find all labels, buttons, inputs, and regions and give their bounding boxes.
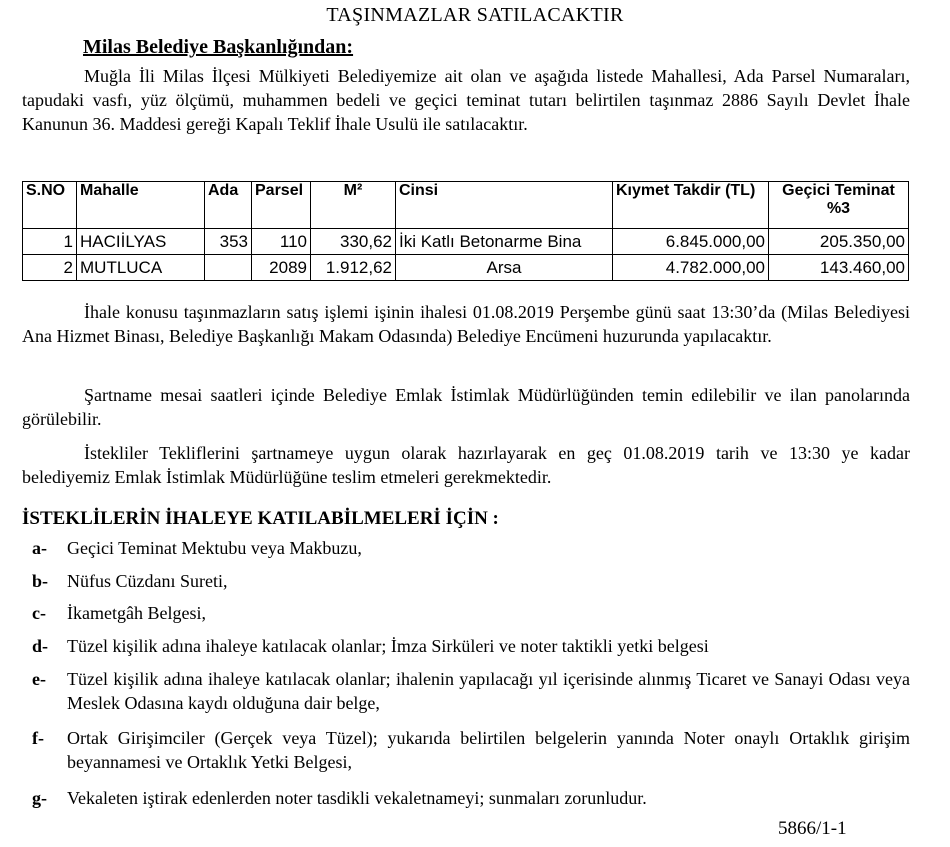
cell-parsel: 110 — [252, 229, 311, 255]
requirement-letter: e- — [32, 669, 46, 689]
col-header-teminat: Geçici Teminat %3 — [769, 182, 909, 229]
requirement-text: Vekaleten iştirak edenlerden noter tasdikli vekaletnameyi; sunmaları zorunludur. — [67, 788, 647, 808]
cell-ada — [205, 255, 252, 281]
requirement-text: Tüzel kişilik adına ihaleye katılacak olanlar; İmza Sirküleri ve noter taktikli yetki belgesi — [67, 636, 709, 656]
requirement-item — [22, 601, 910, 625]
specification-paragraph: Şartname mesai saatleri içinde Belediye Emlak İstimlak Müdürlüğünden temin edilebilir ve ilan panolarında görülebilir. — [22, 385, 910, 429]
requirement-item — [22, 786, 910, 810]
requirement-letter: a- — [32, 538, 47, 558]
requirement-item — [22, 569, 910, 593]
cell-mahalle: MUTLUCA — [77, 255, 205, 281]
col-header-sno: S.NO — [23, 182, 77, 229]
col-header-m2: M² — [311, 182, 396, 229]
requirement-letter: b- — [32, 571, 49, 591]
issuer-heading: Milas Belediye Başkanlığından: — [83, 36, 354, 58]
page-title: TAŞINMAZLAR SATILACAKTIR — [326, 4, 624, 26]
col-header-ada: Ada — [205, 182, 252, 229]
requirement-text: Geçici Teminat Mektubu veya Makbuzu, — [67, 538, 362, 558]
table-header-row — [23, 182, 909, 229]
cell-m2: 330,62 — [311, 229, 396, 255]
cell-ada: 353 — [205, 229, 252, 255]
cell-teminat: 143.460,00 — [769, 255, 909, 281]
requirement-text: İkametgâh Belgesi, — [67, 603, 206, 623]
requirement-letter: c- — [32, 603, 46, 623]
requirement-item — [22, 634, 910, 658]
deadline-paragraph: İstekliler Tekliflerini şartnameye uygun olarak hazırlayarak en geç 01.08.2019 tarih ve 13:30 ye kadar belediyemiz Emlak İstimlak Müdürlüğüne teslim etmeleri gerekmektedir. — [22, 443, 910, 487]
cell-cinsi: Arsa — [396, 255, 613, 281]
cell-cinsi: İki Katlı Betonarme Bina — [396, 229, 613, 255]
requirement-letter: f- — [32, 728, 44, 748]
auction-paragraph: İhale konusu taşınmazların satış işlemi işinin ihalesi 01.08.2019 Perşembe günü saat 13:30’da (Milas Belediyesi Ana Hizmet Binası, Belediye Başkanlığı Makam Odasında) Belediye Encümeni huzurunda yapılacaktır. — [22, 302, 910, 346]
col-header-parsel: Parsel — [252, 182, 311, 229]
cell-parsel: 2089 — [252, 255, 311, 281]
cell-mahalle: HACIİLYAS — [77, 229, 205, 255]
table-row — [23, 229, 909, 255]
requirement-letter: d- — [32, 636, 49, 656]
requirement-item — [22, 667, 910, 715]
col-header-mahalle: Mahalle — [77, 182, 205, 229]
intro-paragraph: Muğla İli Milas İlçesi Mülkiyeti Belediyemize ait olan ve aşağıda listede Mahallesi, Ada Parsel Numaraları, tapudaki vasfı, yüz ölçümü, muhammen bedeli ve geçici teminat tutarı belirtilen taşınmaz 2886 Sayılı Devlet İhale Kanunun 36. Maddesi gereği Kapalı Teklif İhale Usulü ile satılacaktır. — [22, 66, 910, 134]
property-table — [22, 181, 909, 281]
document-code: 5866/1-1 — [778, 818, 847, 839]
requirement-text: Tüzel kişilik adına ihaleye katılacak olanlar; ihalenin yapılacağı yıl içerisinde alınmış Ticaret ve Sanayi Odası veya Meslek Odasına kaydı olduğuna dair belge, — [67, 669, 910, 713]
requirement-letter: g- — [32, 788, 47, 808]
col-header-cinsi: Cinsi — [396, 182, 613, 229]
requirement-text: Nüfus Cüzdanı Sureti, — [67, 571, 228, 591]
cell-sno: 2 — [23, 255, 77, 281]
requirement-item — [22, 536, 910, 560]
requirement-text: Ortak Girişimciler (Gerçek veya Tüzel); yukarıda belirtilen belgelerin yanında Noter onaylı Ortaklık girişim beyannamesi ve Ortaklık Yetki Belgesi, — [67, 728, 910, 772]
cell-kiymet: 4.782.000,00 — [613, 255, 769, 281]
requirement-item — [22, 726, 910, 774]
col-header-kiymet: Kıymet Takdir (TL) — [613, 182, 769, 229]
cell-teminat: 205.350,00 — [769, 229, 909, 255]
cell-kiymet: 6.845.000,00 — [613, 229, 769, 255]
table-row — [23, 255, 909, 281]
requirements-heading: İSTEKLİLERİN İHALEYE KATILABİLMELERİ İÇİN : — [22, 508, 499, 529]
cell-m2: 1.912,62 — [311, 255, 396, 281]
cell-sno: 1 — [23, 229, 77, 255]
